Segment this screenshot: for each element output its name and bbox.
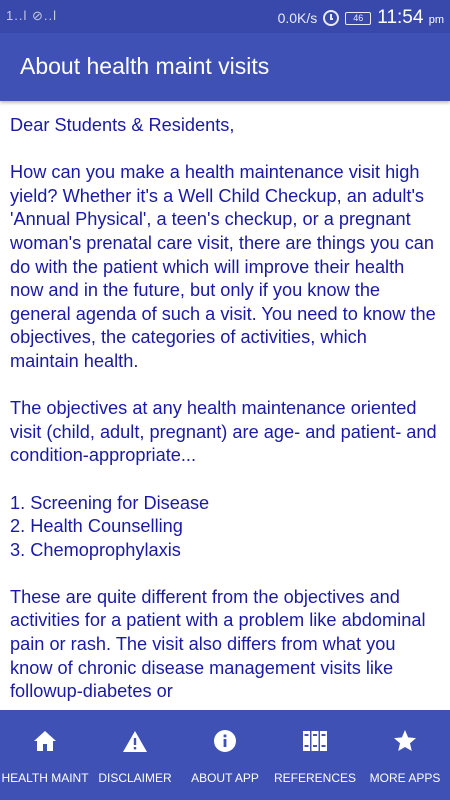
paragraph-differences: These are quite different from the objectives and activities for a patient with a problem like abdominal pain or rash. The visit also differs from what you know of chronic disease management visits like followup-diabetes or <box>10 586 426 702</box>
list-item: 1. Screening for Disease <box>10 492 210 513</box>
signal-indicators: 1..l ⊘..l <box>6 8 57 23</box>
paragraph-objectives: The objectives at any health maintenance oriented visit (child, adult, pregnant) are age- and patient- and condition-appropriate... <box>10 398 437 466</box>
paragraph-intro: How can you make a health maintenance visit high yield? Whether it's a Well Child Checkup, an adult's 'Annual Physical', a teen's checkup, or a pregnant woman's prenatal care visit, there are things you can do with the patient which will improve their health now and in the future, but only if you know the general agenda of such a visit. You need to know the objectives, the categories of activities, which maintain health. <box>10 162 436 371</box>
list-item: 2. Health Counselling <box>10 516 183 537</box>
nav-label: REFERENCES <box>273 771 356 785</box>
books-icon <box>302 728 328 754</box>
objectives-list <box>10 492 440 563</box>
clock <box>377 7 444 29</box>
nav-label: ABOUT APP <box>191 771 259 785</box>
battery-icon: 46 <box>345 12 371 25</box>
article-scroll-area[interactable] <box>0 101 450 710</box>
nav-label: DISCLAIMER <box>98 771 172 785</box>
home-icon <box>32 728 58 754</box>
status-bar <box>0 0 450 33</box>
nav-item-more-apps[interactable] <box>360 710 450 800</box>
page-title: About health maint visits <box>20 53 270 79</box>
info-icon <box>212 728 238 754</box>
greeting-text: Dear Students & Residents, <box>10 115 235 135</box>
list-item: 3. Chemoprophylaxis <box>10 539 181 560</box>
nav-item-about-app[interactable] <box>180 710 270 800</box>
alarm-icon <box>323 10 339 26</box>
nav-item-health-maint[interactable] <box>0 710 90 800</box>
network-speed: 0.0K/s <box>277 10 318 26</box>
article-body <box>0 101 450 704</box>
bottom-navigation <box>0 710 450 800</box>
nav-item-disclaimer[interactable] <box>90 710 180 800</box>
nav-label: MORE APPS <box>369 771 441 785</box>
clock-time: 11:54 <box>377 7 424 28</box>
nav-label: HEALTH MAINT <box>1 771 89 785</box>
warning-icon <box>122 728 148 754</box>
nav-item-references[interactable] <box>270 710 360 800</box>
star-icon <box>392 728 418 754</box>
clock-ampm: pm <box>428 14 444 26</box>
status-right-group <box>278 7 444 29</box>
app-bar <box>0 33 450 101</box>
